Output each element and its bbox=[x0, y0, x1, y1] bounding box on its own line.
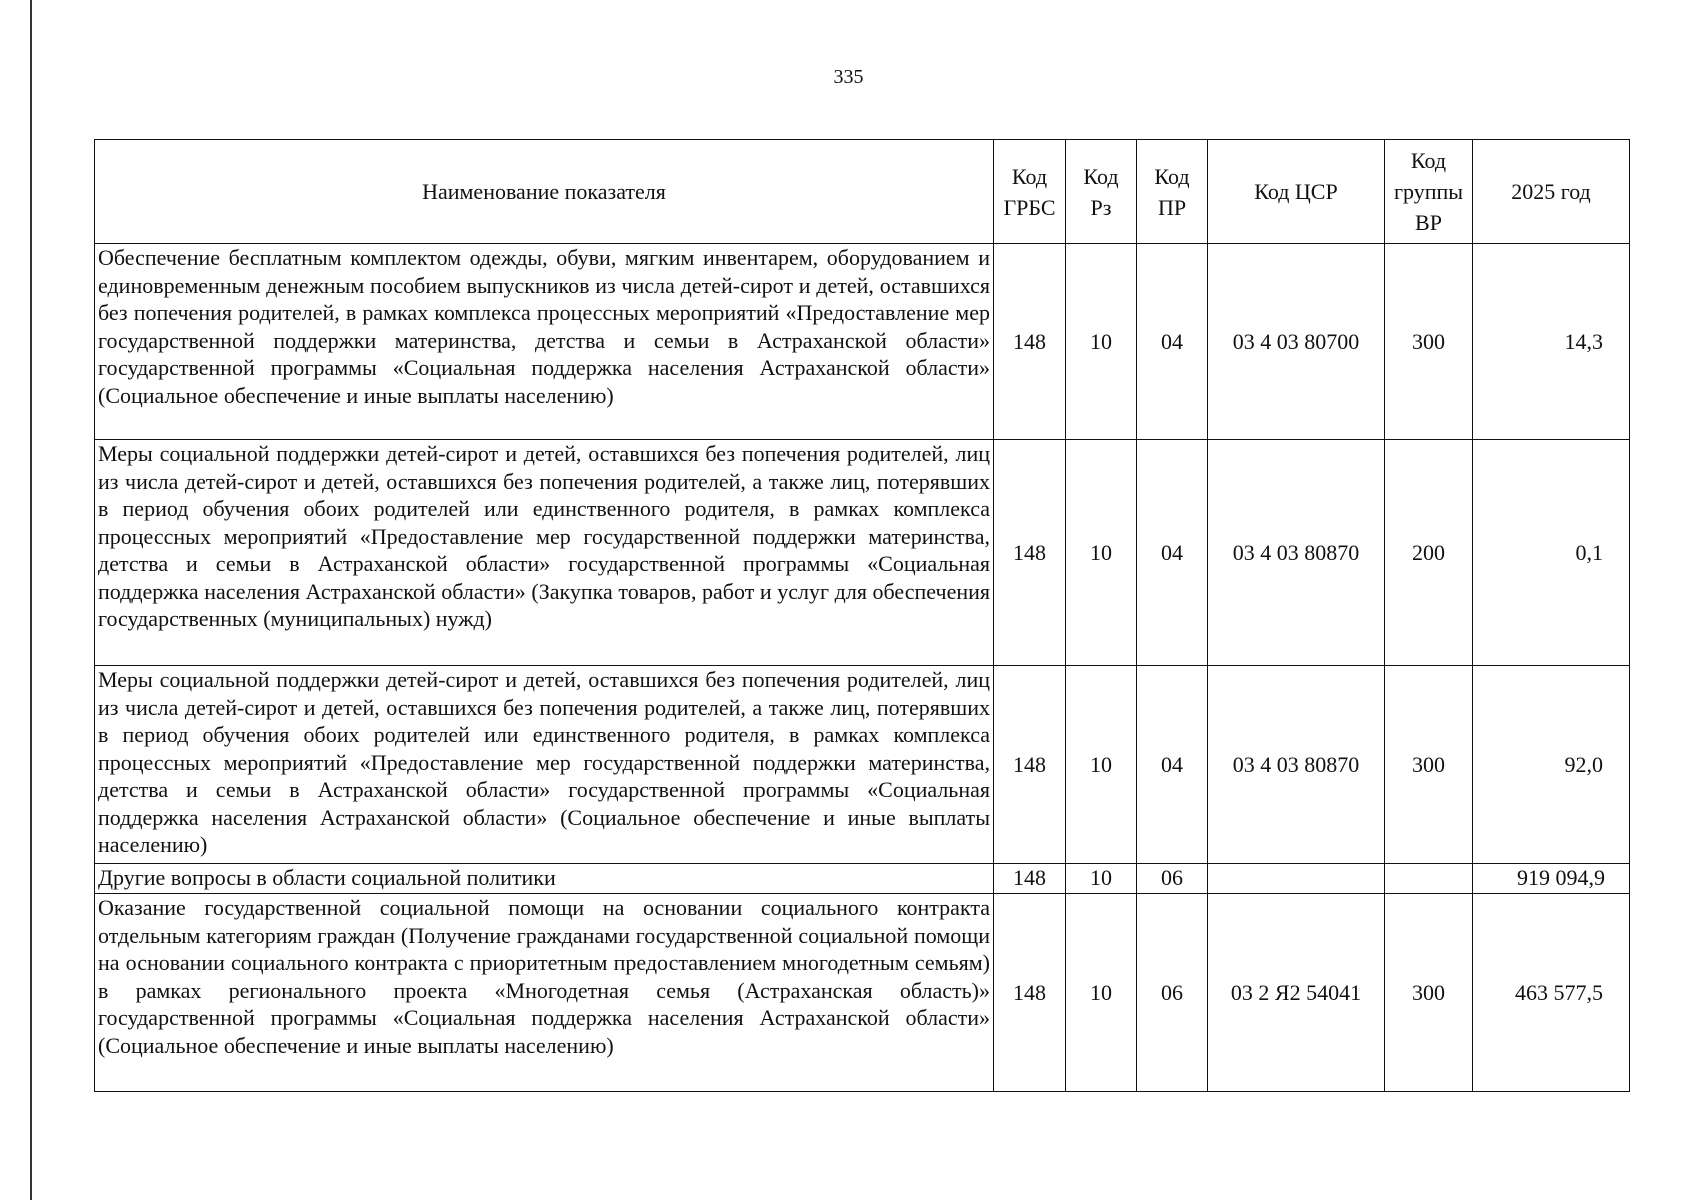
row-amount: 14,3 bbox=[1473, 244, 1630, 440]
row-csr bbox=[1208, 864, 1385, 894]
row-name: Меры социальной поддержки детей-сирот и детей, оставшихся без попечения родителей, лиц из числа детей-сирот и детей, оставшихся без попечения родителей, а также лиц, потерявших в период обучения обоих родителей или единственного родителя, в рамках комплекса процессных мероприятий «Предоставление мер государственной поддержки материнства, детства и семьи в Астраханской области» государственной программы «Социальная поддержка населения Астраханской области» (Социальное обеспечение и иные выплаты населению) bbox=[95, 666, 994, 864]
row-name: Меры социальной поддержки детей-сирот и детей, оставшихся без попечения родителей, лиц из числа детей-сирот и детей, оставшихся без попечения родителей, а также лиц, потерявших в период обучения обоих родителей или единственного родителя, в рамках комплекса процессных мероприятий «Предоставление мер государственной поддержки материнства, детства и семьи в Астраханской области» государственной программы «Социальная поддержка населения Астраханской области» (Закупка товаров, работ и услуг для обеспечения государственных (муниципальных) нужд) bbox=[95, 440, 994, 666]
row-grbs: 148 bbox=[994, 244, 1066, 440]
row-vr bbox=[1385, 864, 1473, 894]
header-csr: Код ЦСР bbox=[1208, 140, 1385, 244]
table-header-row bbox=[95, 140, 1630, 244]
row-csr: 03 2 Я2 54041 bbox=[1208, 894, 1385, 1092]
header-vr-line2: группы bbox=[1393, 179, 1464, 204]
row-name: Обеспечение бесплатным комплектом одежды, обуви, мягким инвентарем, оборудованием и единовременным денежным пособием выпускников из числа детей-сирот и детей, оставшихся без попечения родителей, в рамках комплекса процессных мероприятий «Предоставление мер государственной поддержки материнства, детства и семьи в Астраханской области» государственной программы «Социальная поддержка населения Астраханской области» (Социальное обеспечение и иные выплаты населению) bbox=[95, 244, 994, 440]
row-amount: 463 577,5 bbox=[1473, 894, 1630, 1092]
header-name: Наименование показателя bbox=[95, 140, 994, 244]
table-row bbox=[95, 864, 1630, 894]
header-grbs-line1: Код bbox=[1011, 163, 1048, 189]
table-row bbox=[95, 894, 1630, 1092]
row-grbs: 148 bbox=[994, 440, 1066, 666]
header-rz-line2: Рз bbox=[1090, 194, 1112, 220]
header-pr-line1: Код bbox=[1154, 163, 1190, 189]
header-vr-line1: Код bbox=[1410, 148, 1447, 173]
row-name: Другие вопросы в области социальной политики bbox=[95, 864, 994, 894]
header-vr bbox=[1385, 140, 1473, 244]
row-csr: 03 4 03 80870 bbox=[1208, 666, 1385, 864]
row-pr: 06 bbox=[1137, 864, 1208, 894]
row-grbs: 148 bbox=[994, 666, 1066, 864]
row-pr: 04 bbox=[1137, 666, 1208, 864]
row-csr: 03 4 03 80700 bbox=[1208, 244, 1385, 440]
header-grbs-line2: ГРБС bbox=[1003, 194, 1056, 220]
row-vr: 300 bbox=[1385, 666, 1473, 864]
header-rz bbox=[1066, 140, 1137, 244]
header-vr-line3: ВР bbox=[1415, 210, 1442, 235]
header-pr-line2: ПР bbox=[1157, 194, 1187, 220]
row-rz: 10 bbox=[1066, 440, 1137, 666]
row-pr: 04 bbox=[1137, 440, 1208, 666]
row-grbs: 148 bbox=[994, 864, 1066, 894]
header-pr bbox=[1137, 140, 1208, 244]
row-rz: 10 bbox=[1066, 666, 1137, 864]
header-rz-line1: Код bbox=[1083, 163, 1119, 189]
row-rz: 10 bbox=[1066, 894, 1137, 1092]
row-vr: 300 bbox=[1385, 894, 1473, 1092]
header-grbs bbox=[994, 140, 1066, 244]
binding-margin-line bbox=[30, 0, 32, 1200]
row-vr: 200 bbox=[1385, 440, 1473, 666]
header-year: 2025 год bbox=[1473, 140, 1630, 244]
page-number: 335 bbox=[833, 66, 864, 88]
row-amount: 0,1 bbox=[1473, 440, 1630, 666]
row-vr: 300 bbox=[1385, 244, 1473, 440]
row-pr: 06 bbox=[1137, 894, 1208, 1092]
row-pr: 04 bbox=[1137, 244, 1208, 440]
row-grbs: 148 bbox=[994, 894, 1066, 1092]
row-amount: 919 094,9 bbox=[1473, 864, 1630, 894]
row-csr: 03 4 03 80870 bbox=[1208, 440, 1385, 666]
budget-table bbox=[94, 139, 1630, 1092]
row-rz: 10 bbox=[1066, 864, 1137, 894]
table-row bbox=[95, 244, 1630, 440]
table-row bbox=[95, 666, 1630, 864]
table-row bbox=[95, 440, 1630, 666]
row-rz: 10 bbox=[1066, 244, 1137, 440]
row-amount: 92,0 bbox=[1473, 666, 1630, 864]
row-name: Оказание государственной социальной помощи на основании социального контракта отдельным категориям граждан (Получение гражданами государственной социальной помощи на основании социального контракта с приоритетным предоставлением многодетным семьям) в рамках регионального проекта «Многодетная семья (Астраханская область)» государственной программы «Социальная поддержка населения Астраханской области» (Социальное обеспечение и иные выплаты населению) bbox=[95, 894, 994, 1092]
